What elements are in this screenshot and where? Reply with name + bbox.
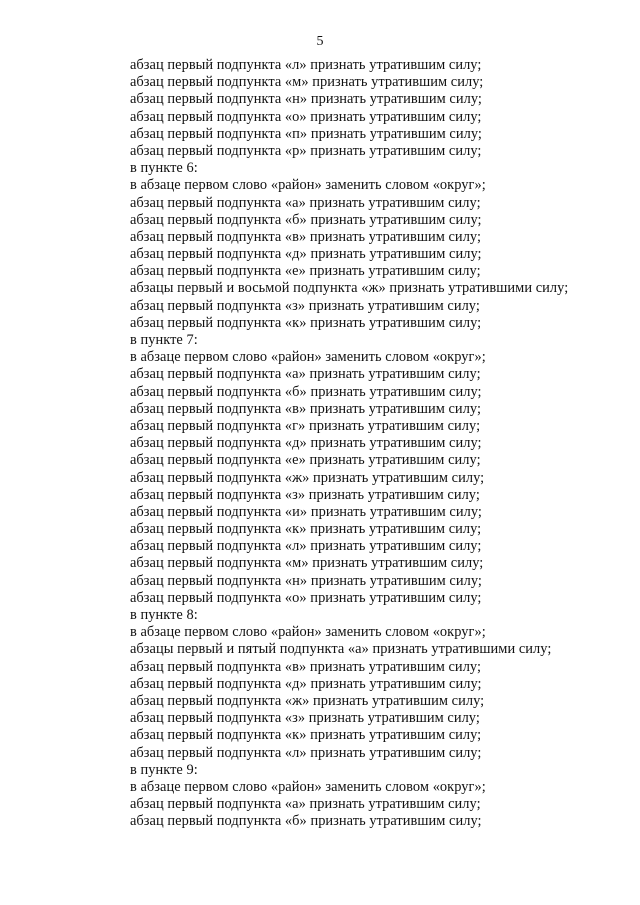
text-line: абзац первый подпункта «ж» признать утратившим силу;: [130, 692, 485, 709]
text-line: абзац первый подпункта «в» признать утратившим силу;: [130, 228, 482, 245]
text-line: абзац первый подпункта «е» признать утратившим силу;: [130, 263, 481, 280]
text-line: абзац первый подпункта «ж» признать утратившим силу;: [130, 469, 485, 486]
text-line: абзац первый подпункта «б» признать утратившим силу;: [130, 211, 482, 228]
text-line: абзац первый подпункта «а» признать утратившим силу;: [130, 366, 481, 383]
text-line: абзац первый подпункта «д» признать утратившим силу;: [130, 435, 482, 452]
text-line: абзац первый подпункта «к» признать утратившим силу;: [130, 521, 482, 538]
text-line: абзац первый подпункта «з» признать утратившим силу;: [130, 710, 480, 727]
text-line: абзац первый подпункта «д» признать утратившим силу;: [130, 246, 482, 263]
text-line: абзац первый подпункта «л» признать утратившим силу;: [130, 744, 482, 761]
text-line: абзац первый подпункта «з» признать утратившим силу;: [130, 486, 480, 503]
text-line: в абзаце первом слово «район» заменить словом «округ»;: [130, 624, 486, 641]
text-line: абзац первый подпункта «а» признать утратившим силу;: [130, 194, 481, 211]
text-line: абзац первый подпункта «м» признать утратившим силу;: [130, 74, 484, 91]
text-line: абзацы первый и пятый подпункта «а» признать утратившими силу;: [130, 641, 552, 658]
text-line: абзац первый подпункта «п» признать утратившим силу;: [130, 125, 482, 142]
text-line: в пункте 9:: [130, 761, 198, 778]
text-line: абзац первый подпункта «н» признать утратившим силу;: [130, 572, 482, 589]
text-line: абзац первый подпункта «м» признать утратившим силу;: [130, 555, 484, 572]
text-line: абзац первый подпункта «г» признать утратившим силу;: [130, 417, 481, 434]
text-line: в пункте 7:: [130, 332, 198, 348]
text-line: в пункте 6:: [130, 160, 198, 177]
document-body: [130, 57, 620, 830]
text-line: абзац первый подпункта «л» признать утратившим силу;: [130, 538, 482, 555]
text-line: абзацы первый и восьмой подпункта «ж» признать утратившими силу;: [130, 280, 569, 297]
text-line: абзац первый подпункта «д» признать утратившим силу;: [130, 675, 482, 692]
text-line: в абзаце первом слово «район» заменить словом «округ»;: [130, 778, 486, 795]
text-line: в пункте 8:: [130, 607, 198, 623]
text-line: абзац первый подпункта «в» признать утратившим силу;: [130, 400, 482, 417]
text-line: абзац первый подпункта «о» признать утратившим силу;: [130, 589, 482, 606]
text-line: абзац первый подпункта «а» признать утратившим силу;: [130, 796, 481, 813]
text-line: абзац первый подпункта «л» признать утратившим силу;: [130, 57, 482, 73]
text-line: абзац первый подпункта «р» признать утратившим силу;: [130, 142, 482, 159]
text-line: абзац первый подпункта «к» признать утратившим силу;: [130, 314, 482, 331]
text-line: абзац первый подпункта «б» признать утратившим силу;: [130, 383, 482, 400]
text-line: абзац первый подпункта «к» признать утратившим силу;: [130, 727, 482, 744]
text-line: абзац первый подпункта «и» признать утратившим силу;: [130, 503, 482, 520]
text-line: абзац первый подпункта «о» признать утратившим силу;: [130, 108, 482, 125]
text-line: в абзаце первом слово «район» заменить словом «округ»;: [130, 177, 486, 194]
page-number: 5: [316, 34, 324, 49]
text-line: абзац первый подпункта «н» признать утратившим силу;: [130, 91, 482, 108]
text-line: абзац первый подпункта «е» признать утратившим силу;: [130, 452, 481, 469]
text-line: абзац первый подпункта «з» признать утратившим силу;: [130, 297, 480, 314]
text-line: абзац первый подпункта «б» признать утратившим силу;: [130, 813, 482, 830]
text-line: в абзаце первом слово «район» заменить словом «округ»;: [130, 349, 486, 366]
text-line: абзац первый подпункта «в» признать утратившим силу;: [130, 658, 482, 675]
